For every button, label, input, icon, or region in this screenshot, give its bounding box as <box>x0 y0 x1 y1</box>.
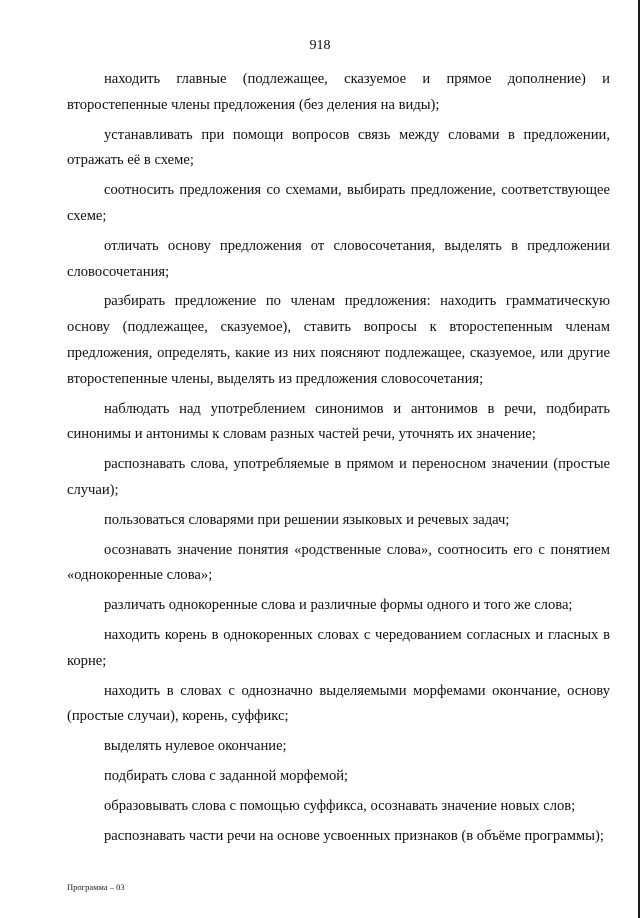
paragraph: подбирать слова с заданной морфемой; <box>104 767 349 784</box>
body-text <box>67 67 610 853</box>
paragraph: пользоваться словарями при решении языковых и речевых задач; <box>104 511 510 528</box>
paragraph: образовывать слова с помощью суффикса, осознавать значение новых слов; <box>104 797 576 814</box>
paragraph: наблюдать над употреблением синонимов и антонимов в речи, подбирать синонимы и антонимы к словам разных частей речи, уточнять их значение; <box>67 400 610 443</box>
paragraph: соотносить предложения со схемами, выбирать предложение, соответствующее схеме; <box>67 182 610 224</box>
paragraph: находить корень в однокоренных словах с чередованием согласных и гласных в корне; <box>67 626 610 669</box>
paragraph: находить в словах с однозначно выделяемыми морфемами окончание, основу (простые случаи), корень, суффикс; <box>67 682 610 725</box>
paragraph: находить главные (подлежащее, сказуемое и прямое дополнение) и второстепенные члены предложения (без деления на виды); <box>67 71 610 113</box>
paragraph: различать однокоренные слова и различные формы одного и того же слова; <box>104 597 573 614</box>
paragraph: отличать основу предложения от словосочетания, выделять в предложении словосочетания; <box>67 237 610 280</box>
page-number: 918 <box>309 38 331 53</box>
page-footer: Программа – 03 <box>67 882 125 892</box>
paragraph: распознавать части речи на основе усвоенных признаков (в объёме программы); <box>104 827 604 844</box>
paragraph: распознавать слова, употребляемые в прямом и переносном значении (простые случаи); <box>67 456 610 498</box>
paragraph: осознавать значение понятия «родственные слова», соотносить его с понятием «однокоренные слова»; <box>67 541 610 584</box>
paragraph: разбирать предложение по членам предложения: находить грамматическую основу (подлежащее, сказуемое), ставить вопросы к второстепенным членам предложения, определять, какие из них поясняют подлежащее, сказуемое, или другие второстепенные члены, выделять из предложения словосочетания; <box>67 293 610 387</box>
paragraph: устанавливать при помощи вопросов связь между словами в предложении, отражать её в схеме; <box>67 126 610 169</box>
paragraph: выделять нулевое окончание; <box>104 738 287 755</box>
